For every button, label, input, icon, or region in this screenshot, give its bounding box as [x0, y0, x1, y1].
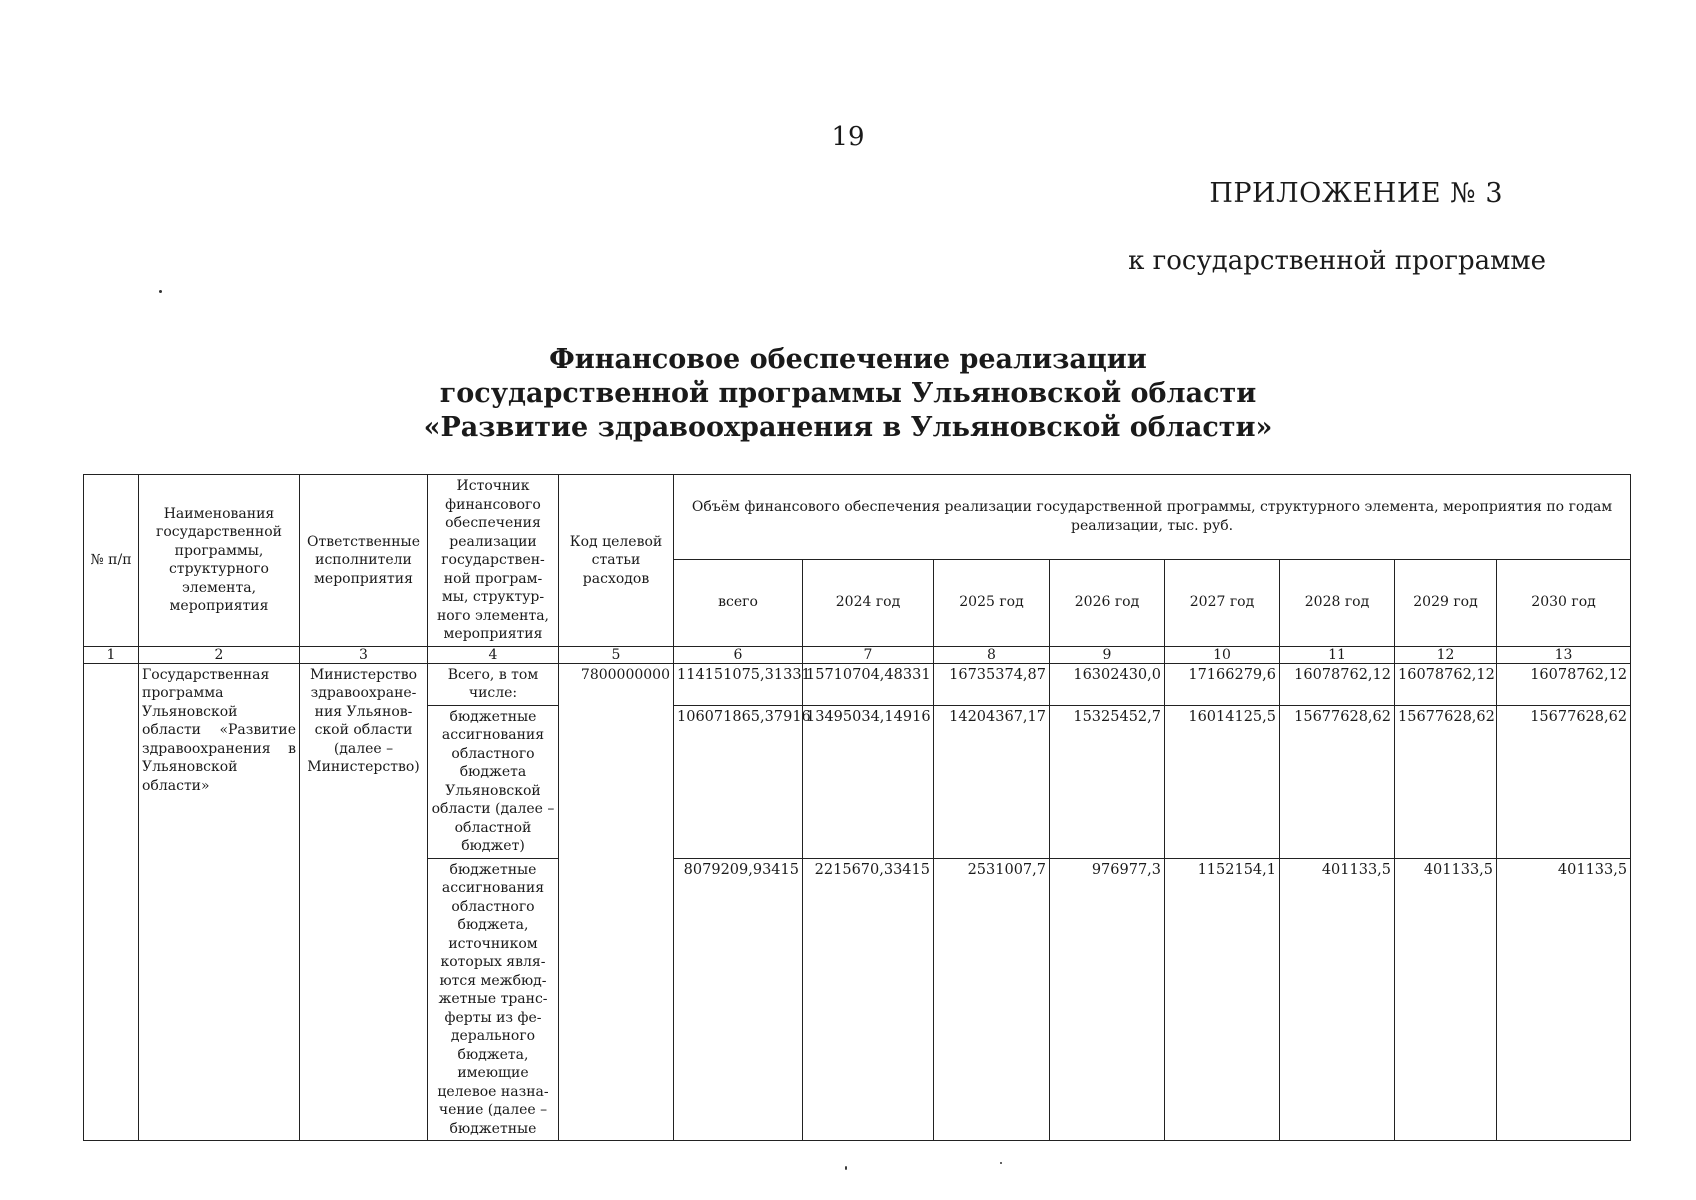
- column-number: 9: [1050, 646, 1165, 663]
- header-year: 2029 год: [1395, 559, 1497, 646]
- column-number: 6: [674, 646, 803, 663]
- program-name: Государственная программа Ульяновской области «Развитие здравоохранения в Ульяновской области»: [139, 663, 300, 1141]
- document-title: [0, 343, 1696, 445]
- value-cell: 16078762,12: [1395, 663, 1497, 705]
- header-year: 2025 год: [934, 559, 1050, 646]
- value-cell: 15677628,62: [1280, 705, 1395, 858]
- financing-table: [83, 474, 1631, 1141]
- column-number: 1: [84, 646, 139, 663]
- page-number: 19: [831, 122, 865, 152]
- header-code: Код целевой статьи расходов: [559, 475, 674, 647]
- column-number: 8: [934, 646, 1050, 663]
- column-number: 3: [300, 646, 428, 663]
- value-cell: 15325452,7: [1050, 705, 1165, 858]
- source-cell: Всего, в том числе:: [428, 663, 559, 705]
- value-cell: 8079209,93415: [674, 858, 803, 1141]
- header-year-total: всего: [674, 559, 803, 646]
- value-cell: 13495034,14916: [803, 705, 934, 858]
- table-row: [84, 663, 1631, 705]
- header-volume: Объём финансового обеспечения реализации государственной программы, структурного элемента, мероприятия по годам реализации, тыс. руб.: [674, 475, 1631, 560]
- value-cell: 16302430,0: [1050, 663, 1165, 705]
- source-cell: бюджетные ассигнования областного бюджета Ульяновской области (далее – областной бюджет): [428, 705, 559, 858]
- row-num: [84, 663, 139, 1141]
- title-line: «Развитие здравоохранения в Ульяновской области»: [423, 412, 1273, 443]
- header-year: 2027 год: [1165, 559, 1280, 646]
- value-cell: 2531007,7: [934, 858, 1050, 1141]
- header-year: 2024 год: [803, 559, 934, 646]
- header-name: Наименования государственной программы, структурного элемента, мероприятия: [139, 475, 300, 647]
- value-cell: 16014125,5: [1165, 705, 1280, 858]
- header-year: 2028 год: [1280, 559, 1395, 646]
- column-number: 7: [803, 646, 934, 663]
- column-number-row: [84, 646, 1631, 663]
- source-cell: бюджетные ассигнования областного бюджета, источником которых явля-ются межбюд-жетные транс-ферты из фе-дерального бюджета, имеющие целевое назна-чение (далее – бюджетные: [428, 858, 559, 1141]
- value-cell: 15677628,62: [1497, 705, 1631, 858]
- column-number: 4: [428, 646, 559, 663]
- value-cell: 15677628,62: [1395, 705, 1497, 858]
- scan-speck: [1000, 1162, 1002, 1164]
- scan-speck: [159, 290, 162, 293]
- appendix-title: ПРИЛОЖЕНИЕ № 3: [1209, 178, 1503, 209]
- value-cell: 401133,5: [1280, 858, 1395, 1141]
- value-cell: 401133,5: [1497, 858, 1631, 1141]
- appendix-subtitle: к государственной программе: [1128, 246, 1546, 276]
- header-num: № п/п: [84, 475, 139, 647]
- value-cell: 976977,3: [1050, 858, 1165, 1141]
- column-number: 5: [559, 646, 674, 663]
- header-year: 2030 год: [1497, 559, 1631, 646]
- column-number: 2: [139, 646, 300, 663]
- header-executors: Ответственные исполнители мероприятия: [300, 475, 428, 647]
- value-cell: 16078762,12: [1497, 663, 1631, 705]
- title-line: Финансовое обеспечение реализации: [549, 344, 1147, 375]
- value-cell: 16735374,87: [934, 663, 1050, 705]
- title-line: государственной программы Ульяновской области: [439, 378, 1257, 409]
- value-cell: 1152154,1: [1165, 858, 1280, 1141]
- value-cell: 16078762,12: [1280, 663, 1395, 705]
- column-number: 11: [1280, 646, 1395, 663]
- value-cell: 14204367,17: [934, 705, 1050, 858]
- value-cell: 401133,5: [1395, 858, 1497, 1141]
- scan-speck: [845, 1166, 847, 1170]
- column-number: 13: [1497, 646, 1631, 663]
- column-number: 10: [1165, 646, 1280, 663]
- value-cell: 106071865,37916: [674, 705, 803, 858]
- header-source: Источник финансового обеспечения реализации государствен-ной програм-мы, структур-ного элемента, мероприятия: [428, 475, 559, 647]
- program-executor: Министерство здравоохране-ния Ульянов-ской области (далее – Министерство): [300, 663, 428, 1141]
- target-code: 7800000000: [559, 663, 674, 1141]
- column-number: 12: [1395, 646, 1497, 663]
- value-cell: 15710704,48331: [803, 663, 934, 705]
- value-cell: 114151075,31331: [674, 663, 803, 705]
- value-cell: 17166279,6: [1165, 663, 1280, 705]
- header-year: 2026 год: [1050, 559, 1165, 646]
- value-cell: 2215670,33415: [803, 858, 934, 1141]
